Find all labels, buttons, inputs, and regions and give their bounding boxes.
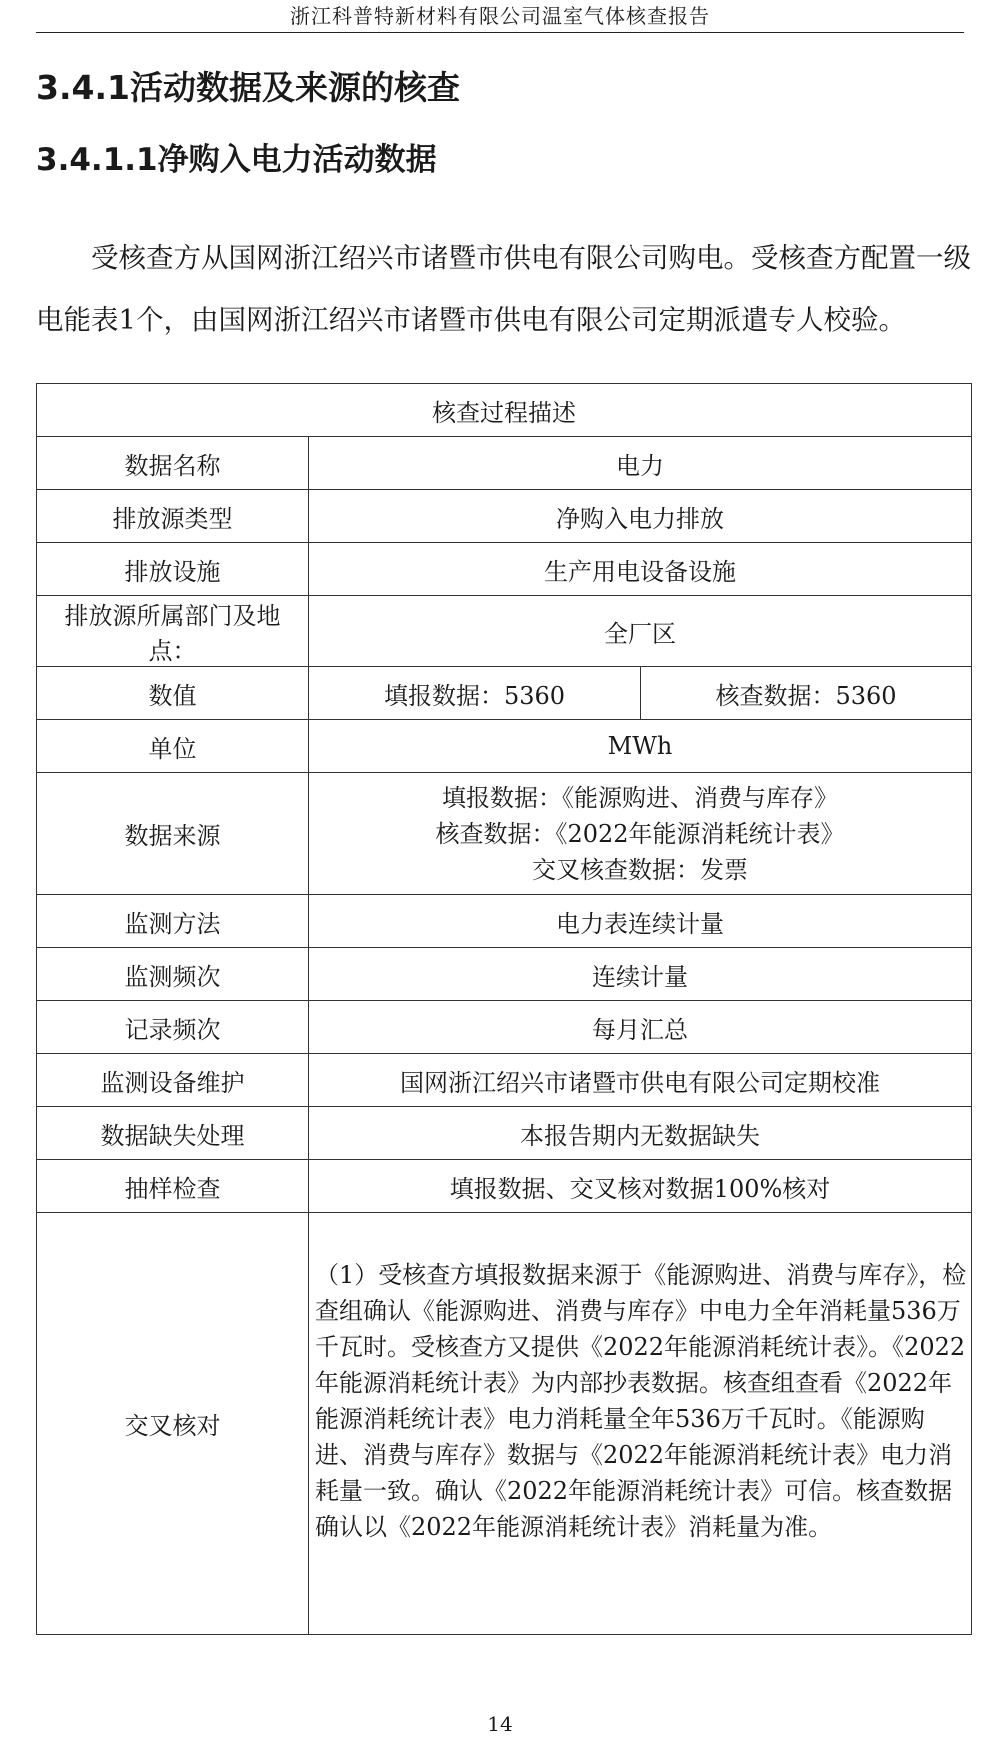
row-label: 交叉核对 (37, 1213, 309, 1635)
row-label: 监测方法 (37, 895, 309, 948)
source-line: 交叉核查数据：发票 (532, 855, 748, 884)
row-label: 排放源所属部门及地点： (37, 596, 309, 667)
running-header: 浙江科普特新材料有限公司温室气体核查报告 (36, 0, 964, 33)
row-value: MWh (309, 720, 972, 773)
row-label: 数值 (37, 667, 309, 720)
table-row (37, 773, 972, 895)
table-row (37, 1054, 972, 1107)
row-value: 连续计量 (309, 948, 972, 1001)
row-value: 国网浙江绍兴市诸暨市供电有限公司定期校准 (309, 1054, 972, 1107)
row-value: 本报告期内无数据缺失 (309, 1107, 972, 1160)
table-row (37, 895, 972, 948)
table-row (37, 1213, 972, 1635)
row-value: 全厂区 (309, 596, 972, 667)
table-row (37, 720, 972, 773)
row-value: 电力 (309, 437, 972, 490)
page-number: 14 (487, 1712, 513, 1736)
table-row (37, 490, 972, 543)
table-row (37, 596, 972, 667)
row-label: 数据来源 (37, 773, 309, 895)
row-label: 排放设施 (37, 543, 309, 596)
table-row (37, 948, 972, 1001)
row-value: 电力表连续计量 (309, 895, 972, 948)
table-row (37, 667, 972, 720)
table-row (37, 437, 972, 490)
section-heading: 3.4.1活动数据及来源的核查 (36, 68, 460, 107)
subsection-heading: 3.4.1.1净购入电力活动数据 (36, 142, 437, 178)
row-value: 生产用电设备设施 (309, 543, 972, 596)
table-title: 核查过程描述 (37, 384, 972, 437)
row-label: 监测设备维护 (37, 1054, 309, 1107)
table-row (37, 1001, 972, 1054)
row-label: 数据名称 (37, 437, 309, 490)
row-label: 抽样检查 (37, 1160, 309, 1213)
verification-table (36, 383, 972, 1635)
row-label: 记录频次 (37, 1001, 309, 1054)
reported-value: 填报数据：5360 (309, 667, 641, 720)
data-sources-cell (309, 773, 972, 895)
verified-value: 核查数据：5360 (641, 667, 972, 720)
row-label: 单位 (37, 720, 309, 773)
table-row (37, 543, 972, 596)
row-value: 净购入电力排放 (309, 490, 972, 543)
table-row (37, 1107, 972, 1160)
table-row (37, 384, 972, 437)
row-value: 每月汇总 (309, 1001, 972, 1054)
table-row (37, 1160, 972, 1213)
source-line: 填报数据：《能源购进、消费与库存》 (442, 783, 838, 812)
row-label: 监测频次 (37, 948, 309, 1001)
intro-paragraph: 受核查方从国网浙江绍兴市诸暨市供电有限公司购电。受核查方配置一级电能表1个，由国网浙江绍兴市诸暨市供电有限公司定期派遣专人校验。 (36, 241, 971, 336)
row-value: 填报数据、交叉核对数据100%核对 (309, 1160, 972, 1213)
source-line: 核查数据：《2022年能源消耗统计表》 (435, 819, 845, 848)
cross-check-text: （1）受核查方填报数据来源于《能源购进、消费与库存》，检查组确认《能源购进、消费与库存》中电力全年消耗量536万千瓦时。受核查方又提供《2022年能源消耗统计表》。《2022年能源消耗统计表》为内部抄表数据。核查组查看《2022年能源消耗统计表》电力消耗量全年536万千瓦时。《能源购进、消费与库存》数据与《2022年能源消耗统计表》电力消耗量一致。确认《2022年能源消耗统计表》可信。核查数据确认以《2022年能源消耗统计表》消耗量为准。 (309, 1213, 972, 1635)
row-label: 数据缺失处理 (37, 1107, 309, 1160)
row-label: 排放源类型 (37, 490, 309, 543)
